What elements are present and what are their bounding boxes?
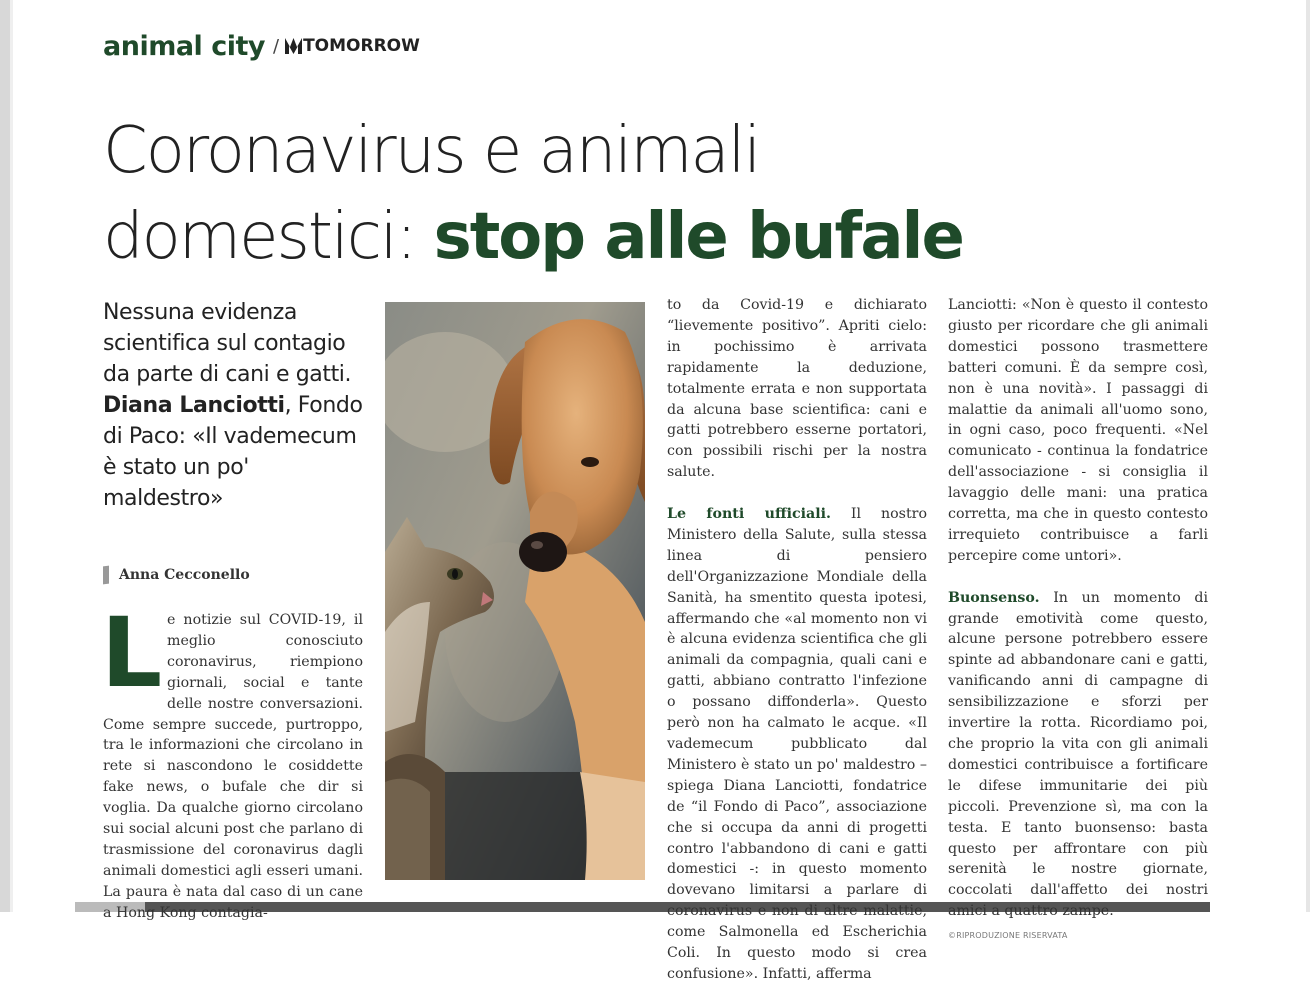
- cat-and-dog-photo: [385, 302, 645, 880]
- section-name: animal city: [103, 30, 265, 62]
- deck-text-2: , Fondo di Paco: «Il vademecum è stato un po' maldestro»: [103, 393, 363, 511]
- tomorrow-logo-icon: [285, 38, 302, 54]
- article-column-2: [667, 295, 927, 985]
- publication-name: TOMORROW: [303, 36, 420, 56]
- article-paragraph: [101, 597, 363, 924]
- byline: [103, 566, 250, 584]
- section-lead: Buonsenso.: [948, 589, 1040, 606]
- article-paragraph: [948, 588, 1208, 923]
- article-column-3: [948, 295, 1208, 947]
- headline-light: domestici:: [103, 200, 416, 274]
- paragraph-text: Il nostro Ministero della Salute, sulla stessa linea di pensiero dell'Organizzazione Mondiale della Sanità, ha smentito questa ipotesi, affermando che «al momento non vi è alcuna evidenza scientifica che gli animali da compagnia, quali cani e gatti, abbiano contratto l'infezione o possano diffonderla». Questo però non ha calmato le acque. «Il vademecum pubblicato dal Ministero è stato un po' maldestro – spiega Diana Lanciotti, fondatrice de “il Fondo di Paco”, associazione che si occupa da anni di progetti contro l'abbandono di cani e gatti domestici -: in questo momento dovevano limitarsi a parlare di coronavirus e non di altre malattie, come Salmonella ed Escherichia Coli. In questo modo si crea confusione». Infatti, afferma: [667, 506, 927, 982]
- headline-line-1: Coronavirus e animali: [103, 114, 760, 188]
- deck-text-1: Nessuna evidenza scientifica sul contagio da parte di cani e gatti.: [103, 300, 352, 387]
- deck-subheading: [103, 297, 373, 514]
- page-spine-shadow: [10, 0, 13, 912]
- headline-bold: stop alle bufale: [433, 200, 963, 274]
- page-spine: [0, 0, 10, 912]
- byline-marker: [103, 566, 109, 585]
- page-right-edge: [1306, 0, 1310, 912]
- photo-illustration: [385, 302, 645, 880]
- copyright-notice: ©RIPRODUZIONE RISERVATA: [948, 931, 1068, 941]
- author-name: Anna Cecconello: [119, 567, 250, 583]
- headline-line-2: [103, 194, 1103, 280]
- article-paragraph: to da Covid-19 e dichiarato “lievemente positivo”. Apriti cielo: in pochissimo è arrivata rapidamente la deduzione, totalmente errata e non supportata da alcuna base scientifica: cani e gatti potrebbero esserne portatori, con possibili rischi per la nostra salute.: [667, 297, 927, 481]
- headline: [103, 108, 1103, 280]
- article-paragraph: Lanciotti: «Non è questo il contesto giusto per ricordare che gli animali domestici possono trasmettere batteri comuni. È da sempre così, non è una novità». I passaggi di malattie da animali all'uomo sono, in ogni caso, poco frequenti. «Nel comunicato - continua la fondatrice dell'associazione - si consiglia il lavaggio delle mani: una pratica corretta, ma che in questo contesto irrequieto contribuisce a farli percepire come untori».: [948, 297, 1208, 564]
- deck-name: Diana Lanciotti: [103, 393, 285, 418]
- article-paragraph: [667, 504, 927, 985]
- drop-cap: L: [101, 597, 163, 709]
- section-lead: Le fonti ufficiali.: [667, 506, 831, 523]
- col1-text: e notizie sul COVID-19, il meglio conosciuto coronavirus, riempiono giornali, social e tante delle nostre conversazioni. Come sempre succede, purtroppo, tra le informazioni che circolano in rete si nascondono le cosiddette fake news, o bufale che dir si voglia. Da qualche giorno circolano sui social alcuni post che parlano di trasmissione del coronavirus dagli animali domestici agli esseri umani. La paura è nata dal caso di un cane a Hong Kong contagia-: [103, 612, 363, 921]
- article-column-1: [101, 597, 363, 924]
- paragraph-text: In un momento di grande emotività come questo, alcune persone potrebbero essere spinte ad abbandonare cani e gatti, vanificando anni di campagne di sensibilizzazione e sforzi per invertire la rotta. Ricordiamo poi, che proprio la vita con gli animali domestici contribuisce a fortificare le difese immunitarie dei più piccoli. Prevenzione sì, ma con la testa. E tanto buonsenso: basta questo per affrontare con più serenità le nostre giornate, coccolati dall'affetto dei nostri amici a quattro zampe.: [948, 589, 1208, 920]
- section-separator: /: [272, 35, 280, 57]
- section-header: [103, 28, 420, 64]
